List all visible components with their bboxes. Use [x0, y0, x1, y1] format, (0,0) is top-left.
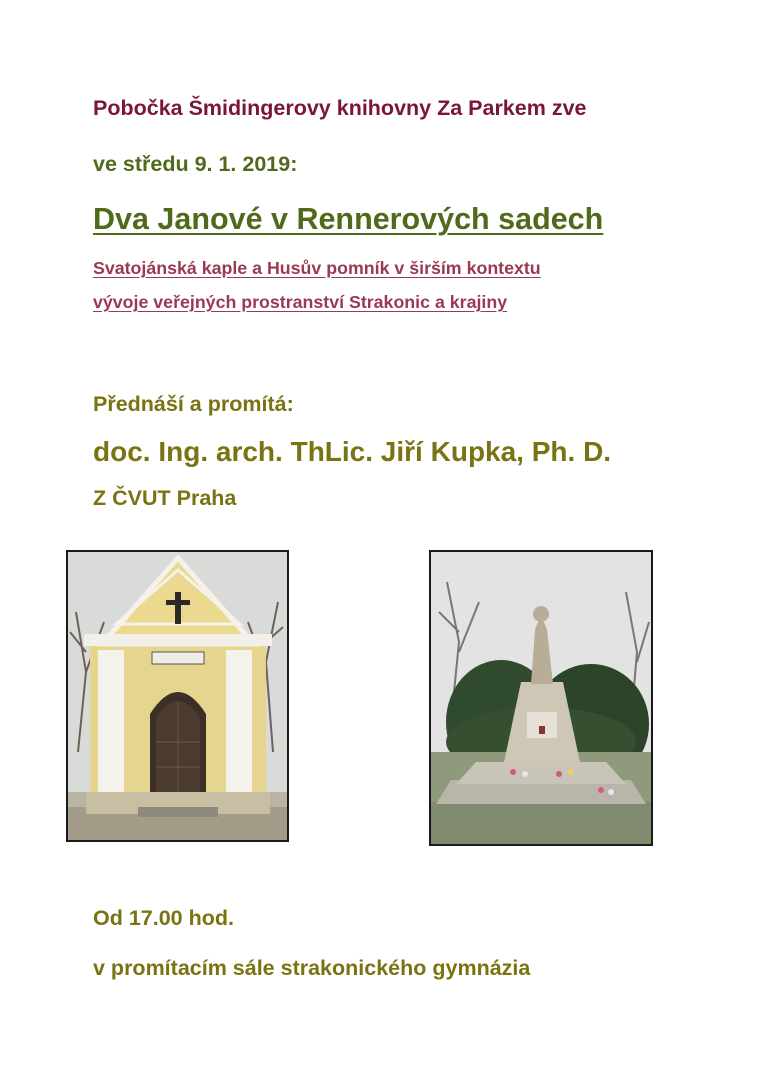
lecturer-name: doc. Ing. arch. ThLic. Jiří Kupka, Ph. D. — [93, 436, 612, 467]
event-venue: v promítacím sále strakonického gymnázia — [93, 956, 531, 980]
event-date: ve středu 9. 1. 2019: — [93, 152, 298, 176]
statue-photo — [429, 550, 653, 846]
chapel-illustration — [68, 552, 287, 840]
invitation-header: Pobočka Šmidingerovy knihovny Za Parkem zve — [93, 96, 587, 120]
lecturer-affiliation: Z ČVUT Praha — [93, 486, 237, 510]
event-time: Od 17.00 hod. — [93, 906, 234, 930]
event-subtitle-line-1: Svatojánská kaple a Husův pomník v širším kontextu — [93, 258, 541, 278]
event-title: Dva Janové v Rennerových sadech — [93, 202, 604, 236]
event-subtitle-line-2: vývoje veřejných prostranství Strakonic a krajiny — [93, 292, 508, 312]
chapel-photo — [66, 550, 289, 842]
lecturer-label: Přednáší a promítá: — [93, 392, 294, 416]
statue-illustration — [431, 552, 651, 844]
